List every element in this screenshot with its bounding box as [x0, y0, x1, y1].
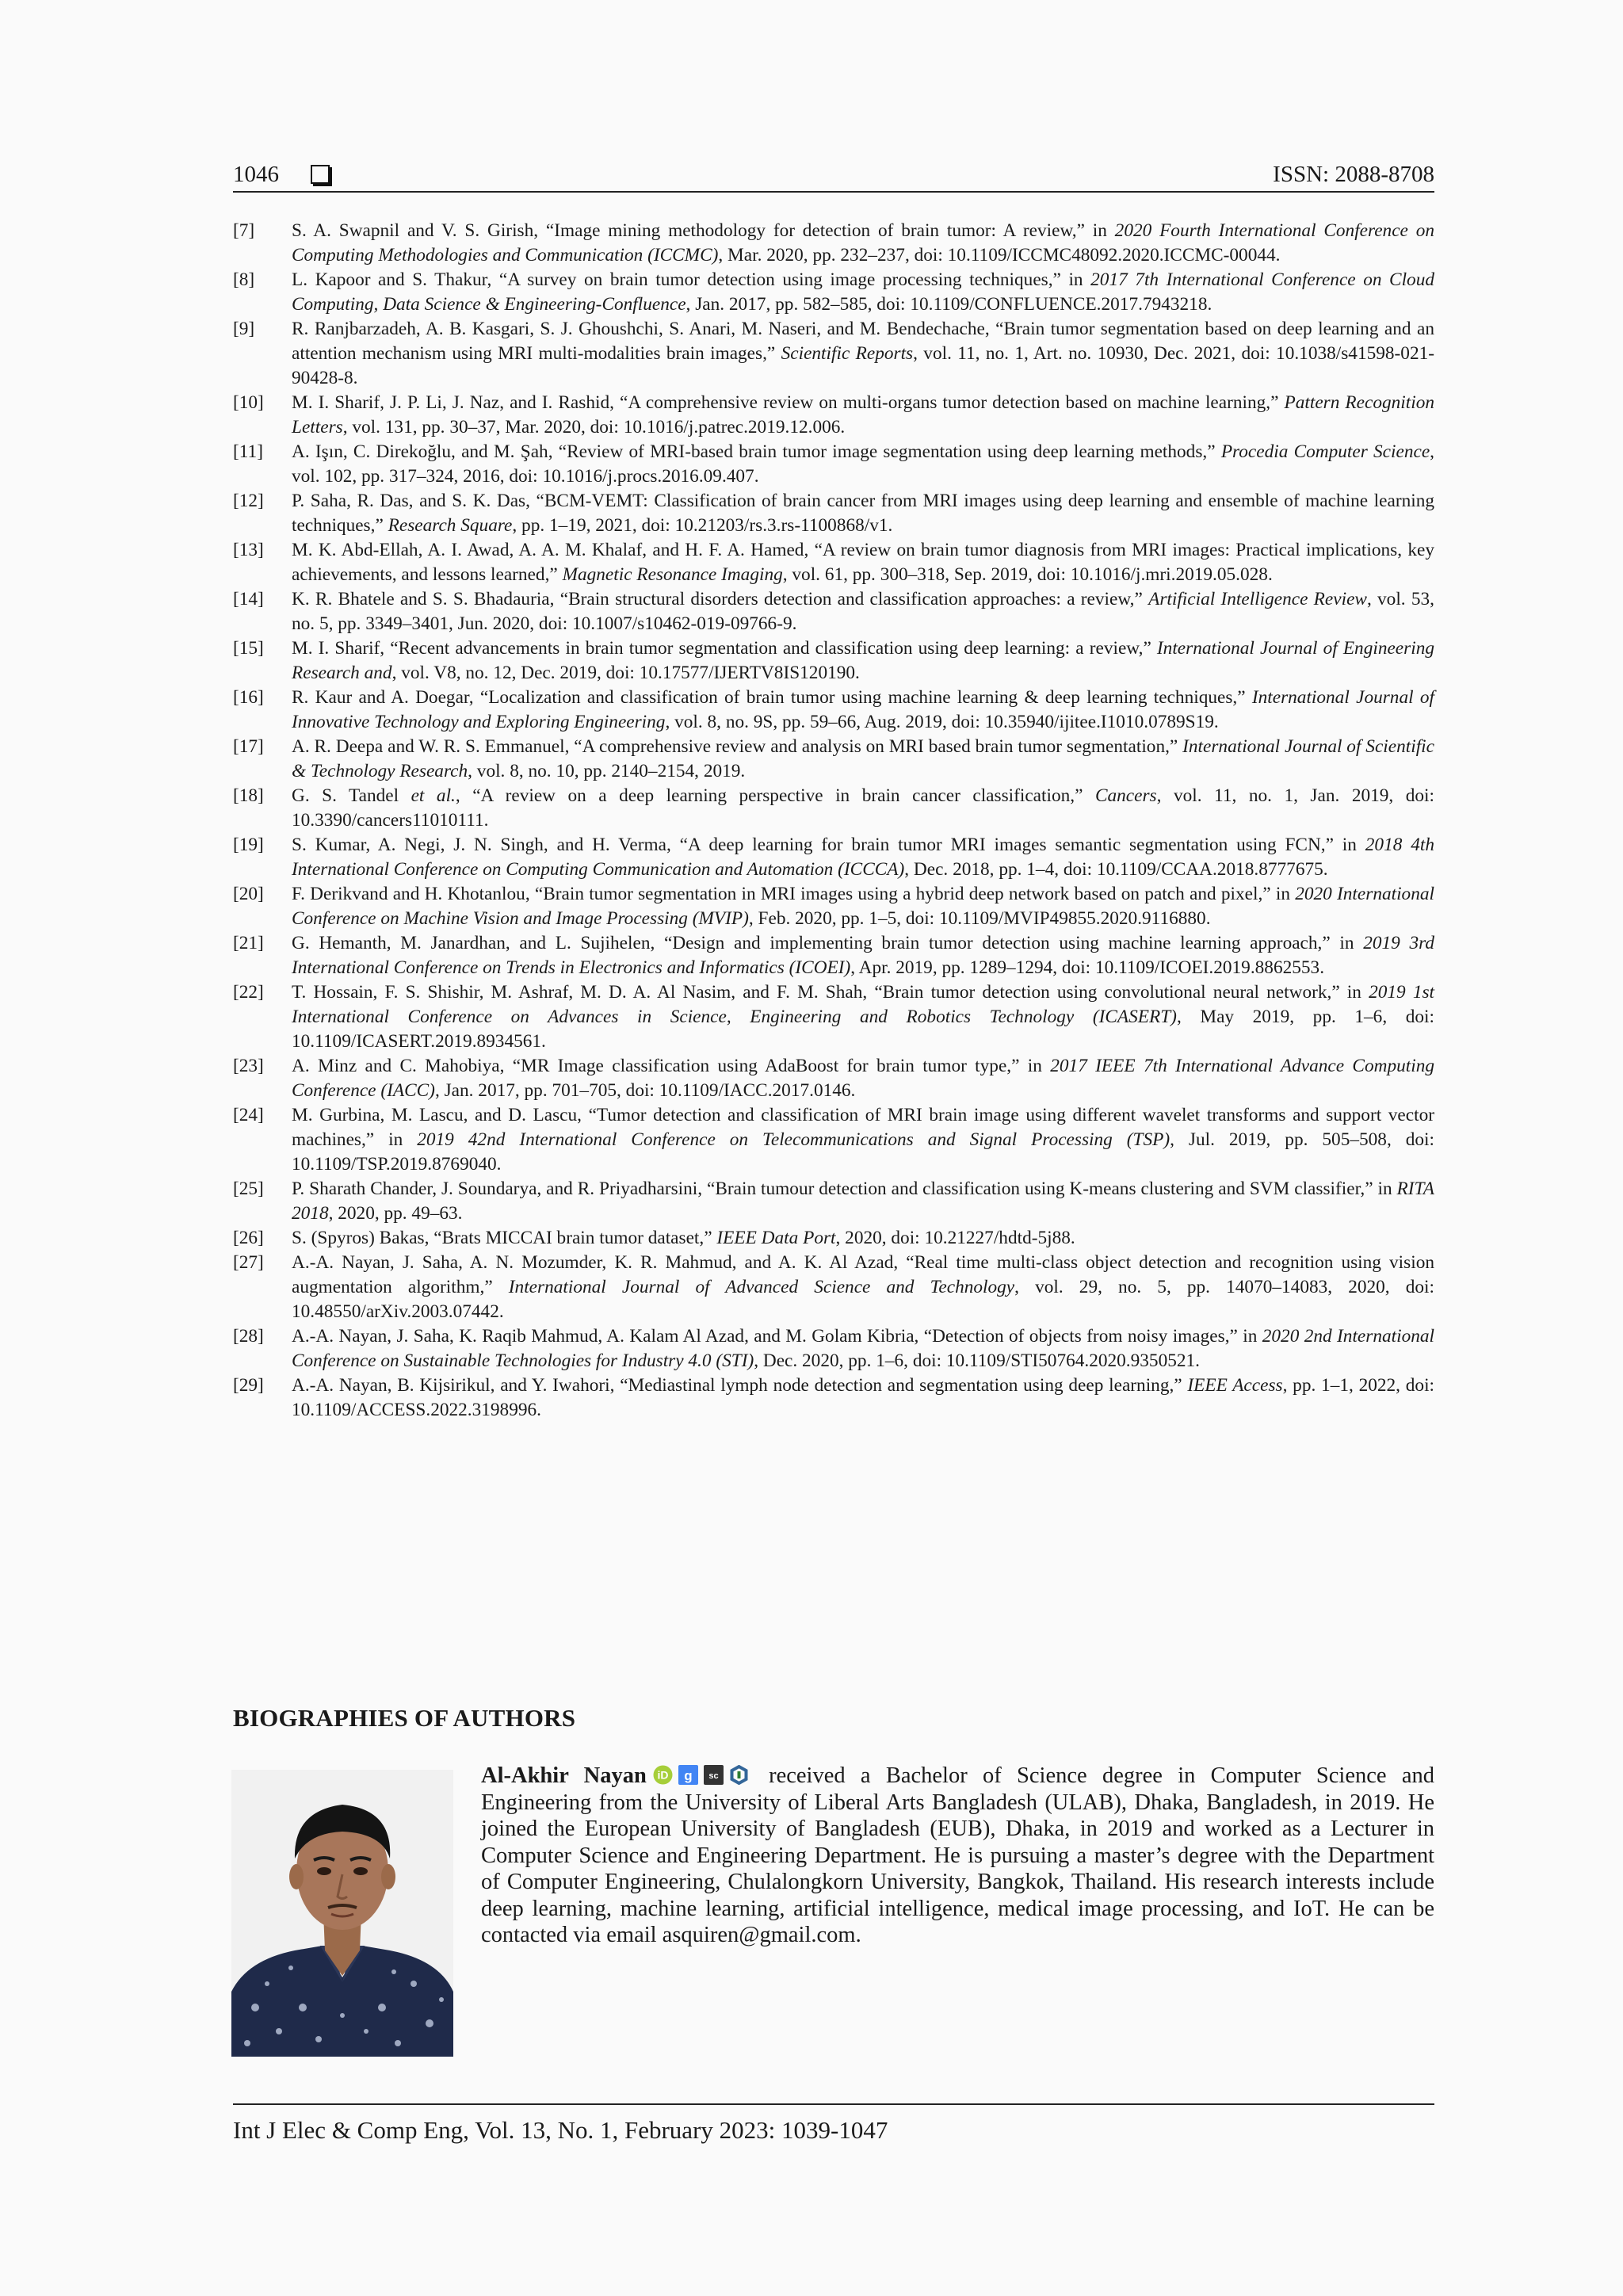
author-bio-text: received a Bachelor of Science degree in Computer Science and Engineering from the University of Liberal Arts Bangladesh (ULAB), Dhaka, Bangladesh, in 2019. He joined the European University of Bangladesh (EUB), Dhaka, in 2019 and worked as a Lecturer in Computer Science and Engineering Department. He is pursuing a master’s degree with the Department of Computer Engineering, Chulalongkorn University, Bangkok, Thailand. His research interests include deep learning, machine learning, artificial intelligence, medical image processing, and IoT. He can be contacted via email asquiren@gmail.com.: [481, 1763, 1434, 1947]
reference-text: R. Ranjbarzadeh, A. B. Kasgari, S. J. Ghoushchi, S. Anari, M. Naseri, and M. Bendechache, “Brain tumor segmentation based on deep learning and an attention mechanism using MRI multi-modalities brain images,” Scientific Reports, vol. 11, no. 1, Art. no. 10930, Dec. 2021, doi: 10.1038/s41598-021-90428-8.: [292, 319, 1435, 388]
reference-item: [233, 538, 1434, 587]
header-left: [233, 163, 330, 186]
reference-number: [7]: [233, 220, 255, 241]
reference-item: [233, 1373, 1434, 1423]
reference-text: K. R. Bhatele and S. S. Bhadauria, “Brain structural disorders detection and classification approaches: a review,” Artificial Intelligence Review, vol. 53, no. 5, pp. 3349–3401, Jun. 2020, doi: 10.1007/s10462-019-09766-9.: [292, 589, 1435, 634]
reference-number: [21]: [233, 933, 264, 953]
page-header: [233, 155, 1434, 193]
reference-item: [233, 980, 1434, 1054]
reference-number: [18]: [233, 785, 264, 806]
svg-text:iD: iD: [657, 1768, 669, 1782]
author-profile-icons: [653, 1765, 749, 1785]
reference-text: G. S. Tandel et al., “A review on a deep learning perspective in brain cancer classification,” Cancers, vol. 11, no. 1, Jan. 2019, doi: 10.3390/cancers11010111.: [292, 785, 1434, 831]
reference-item: [233, 784, 1434, 833]
reference-text: M. K. Abd-Ellah, A. I. Awad, A. A. M. Khalaf, and H. F. A. Hamed, “A review on brain tumor diagnosis from MRI images: Practical implications, key achievements, and lessons learned,” Magnetic Resonance Imaging, vol. 61, pp. 300–318, Sep. 2019, doi: 10.1016/j.mri.2019.05.028.: [292, 540, 1434, 585]
reference-text: A.-A. Nayan, J. Saha, K. Raqib Mahmud, A. Kalam Al Azad, and M. Golam Kibria, “Detection of objects from noisy images,” in 2020 2nd International Conference on Sustainable Technologies for Industry 4.0 (STI), Dec. 2020, pp. 1–6, doi: 10.1109/STI50764.2020.9350521.: [292, 1326, 1434, 1371]
reference-number: [11]: [233, 441, 263, 462]
section-heading-biographies: BIOGRAPHIES OF AUTHORS: [233, 1704, 576, 1732]
reference-text: P. Sharath Chander, J. Soundarya, and R. Priyadharsini, “Brain tumour detection and classification using K-means clustering and SVM classifier,” in RITA 2018, 2020, pp. 49–63.: [292, 1179, 1434, 1224]
reference-text: M. I. Sharif, J. P. Li, J. Naz, and I. Rashid, “A comprehensive review on multi-organs tumor detection based on machine learning,” Pattern Recognition Letters, vol. 131, pp. 30–37, Mar. 2020, doi: 10.1016/j.patrec.2019.12.006.: [292, 392, 1434, 437]
author-biography: [481, 1763, 1434, 1949]
reference-text: A. R. Deepa and W. R. S. Emmanuel, “A comprehensive review and analysis on MRI based brain tumor segmentation,” International Journal of Scientific & Technology Research, vol. 8, no. 10, pp. 2140–2154, 2019.: [292, 736, 1434, 781]
reference-text: T. Hossain, F. S. Shishir, M. Ashraf, M. D. A. Al Nasim, and F. M. Shah, “Brain tumor detection using convolutional neural network,” in 2019 1st International Conference on Advances in Science, Engineering and Robotics Technology (ICASERT), May 2019, pp. 1–6, doi: 10.1109/ICASERT.2019.8934561.: [292, 982, 1435, 1052]
reference-number: [25]: [233, 1179, 264, 1199]
reference-text: S. (Spyros) Bakas, “Brats MICCAI brain tumor dataset,” IEEE Data Port, 2020, doi: 10.21227/hdtd-5j88.: [292, 1228, 1075, 1248]
reference-item: [233, 219, 1434, 268]
reference-item: [233, 931, 1434, 980]
journal-citation: Int J Elec & Comp Eng, Vol. 13, No. 1, February 2023: 1039-1047: [233, 2116, 888, 2144]
reference-item: [233, 317, 1434, 391]
reference-item: [233, 636, 1434, 686]
reference-number: [23]: [233, 1056, 264, 1076]
reference-item: [233, 1103, 1434, 1177]
reference-number: [8]: [233, 269, 255, 290]
reference-text: G. Hemanth, M. Janardhan, and L. Sujihelen, “Design and implementing brain tumor detection using machine learning approach,” in 2019 3rd International Conference on Trends in Electronics and Informatics (ICOEI), Apr. 2019, pp. 1289–1294, doi: 10.1109/ICOEI.2019.8862553.: [292, 933, 1434, 978]
reference-number: [17]: [233, 736, 264, 757]
reference-text: A.-A. Nayan, J. Saha, A. N. Mozumder, K. R. Mahmud, and A. K. Al Azad, “Real time multi-class object detection and recognition using vision augmentation algorithm,” International Journal of Advanced Science and Technology, vol. 29, no. 5, pp. 14070–14083, 2020, doi: 10.48550/arXiv.2003.07442.: [292, 1252, 1434, 1322]
reference-text: M. I. Sharif, “Recent advancements in brain tumor segmentation and classification using deep learning: a review,” International Journal of Engineering Research and, vol. V8, no. 12, Dec. 2019, doi: 10.17577/IJERTV8IS120190.: [292, 638, 1434, 683]
page-footer: [233, 2103, 1434, 2145]
author-name: Al-Akhir Nayan: [481, 1763, 647, 1788]
orcid-icon[interactable]: [653, 1765, 673, 1785]
reference-number: [15]: [233, 638, 264, 659]
reference-number: [9]: [233, 319, 255, 339]
reference-item: [233, 268, 1434, 317]
reference-text: F. Derikvand and H. Khotanlou, “Brain tumor segmentation in MRI images using a hybrid deep network based on patch and pixel,” in 2020 International Conference on Machine Vision and Image Processing (MVIP), Feb. 2020, pp. 1–5, doi: 10.1109/MVIP49855.2020.9116880.: [292, 884, 1434, 929]
reference-number: [29]: [233, 1375, 264, 1396]
google-scholar-icon[interactable]: [678, 1765, 698, 1785]
reference-text: S. Kumar, A. Negi, J. N. Singh, and H. Verma, “A deep learning for brain tumor MRI images semantic segmentation using FCN,” in 2018 4th International Conference on Computing Communication and Automation (ICCCA), Dec. 2018, pp. 1–4, doi: 10.1109/CCAA.2018.8777675.: [292, 835, 1435, 880]
reference-number: [24]: [233, 1105, 264, 1125]
reference-number: [27]: [233, 1252, 264, 1273]
page-number: 1046: [233, 162, 279, 187]
reference-number: [22]: [233, 982, 264, 1003]
reference-number: [26]: [233, 1228, 264, 1248]
reference-number: [10]: [233, 392, 264, 413]
scopus-icon[interactable]: [704, 1765, 724, 1785]
reference-item: [233, 1324, 1434, 1373]
reference-number: [13]: [233, 540, 264, 560]
author-photo: [231, 1770, 453, 2057]
reference-item: [233, 1226, 1434, 1251]
reference-number: [19]: [233, 835, 264, 855]
reference-item: [233, 440, 1434, 489]
reference-list: [233, 219, 1434, 1423]
reference-text: S. A. Swapnil and V. S. Girish, “Image mining methodology for detection of brain tumor: A review,” in 2020 Fourth International Conference on Computing Methodologies and Communication (ICCMC), Mar. 2020, pp. 232–237, doi: 10.1109/ICCMC48092.2020.ICCMC-00044.: [292, 220, 1434, 266]
reference-item: [233, 391, 1434, 440]
reference-text: P. Saha, R. Das, and S. K. Das, “BCM-VEMT: Classification of brain cancer from MRI images using deep learning and ensemble of machine learning techniques,” Research Square, pp. 1–19, 2021, doi: 10.21203/rs.3.rs-1100868/v1.: [292, 491, 1434, 536]
reference-number: [14]: [233, 589, 264, 609]
reference-item: [233, 1251, 1434, 1324]
reference-text: R. Kaur and A. Doegar, “Localization and classification of brain tumor using machine learning & deep learning techniques,” International Journal of Innovative Technology and Exploring Engineering, vol. 8, no. 9S, pp. 59–66, Aug. 2019, doi: 10.35940/ijitee.I1010.0789S19.: [292, 687, 1434, 732]
reference-number: [16]: [233, 687, 264, 708]
issn: ISSN: 2088-8708: [1273, 162, 1434, 187]
square-bullet-icon: [311, 165, 330, 184]
reference-number: [28]: [233, 1326, 264, 1347]
reference-item: [233, 1177, 1434, 1226]
reference-item: [233, 686, 1434, 735]
reference-number: [12]: [233, 491, 264, 511]
reference-text: L. Kapoor and S. Thakur, “A survey on brain tumor detection using image processing techniques,” in 2017 7th International Conference on Cloud Computing, Data Science & Engineering-Confluence, Jan. 2017, pp. 582–585, doi: 10.1109/CONFLUENCE.2017.7943218.: [292, 269, 1435, 315]
reference-item: [233, 1054, 1434, 1103]
reference-item: [233, 587, 1434, 636]
reference-item: [233, 735, 1434, 784]
reference-text: A.-A. Nayan, B. Kijsirikul, and Y. Iwahori, “Mediastinal lymph node detection and segmentation using deep learning,” IEEE Access, pp. 1–1, 2022, doi: 10.1109/ACCESS.2022.3198996.: [292, 1375, 1435, 1420]
reference-item: [233, 489, 1434, 538]
svg-text:g: g: [684, 1768, 693, 1783]
reference-item: [233, 833, 1434, 882]
reference-text: A. Işın, C. Direkoğlu, and M. Şah, “Review of MRI-based brain tumor image segmentation using deep learning methods,” Procedia Computer Science, vol. 102, pp. 317–324, 2016, doi: 10.1016/j.procs.2016.09.407.: [292, 441, 1434, 487]
reference-text: A. Minz and C. Mahobiya, “MR Image classification using AdaBoost for brain tumor type,” in 2017 IEEE 7th International Advance Computing Conference (IACC), Jan. 2017, pp. 701–705, doi: 10.1109/IACC.2017.0146.: [292, 1056, 1434, 1101]
publons-icon[interactable]: [729, 1765, 749, 1785]
reference-text: M. Gurbina, M. Lascu, and D. Lascu, “Tumor detection and classification of MRI brain image using different wavelet transforms and support vector machines,” in 2019 42nd International Conference on Telecommunications and Signal Processing (TSP), Jul. 2019, pp. 505–508, doi: 10.1109/TSP.2019.8769040.: [292, 1105, 1434, 1175]
reference-item: [233, 882, 1434, 931]
reference-number: [20]: [233, 884, 264, 904]
svg-text:sc: sc: [708, 1771, 719, 1781]
author-portrait-image: [231, 1770, 453, 2057]
